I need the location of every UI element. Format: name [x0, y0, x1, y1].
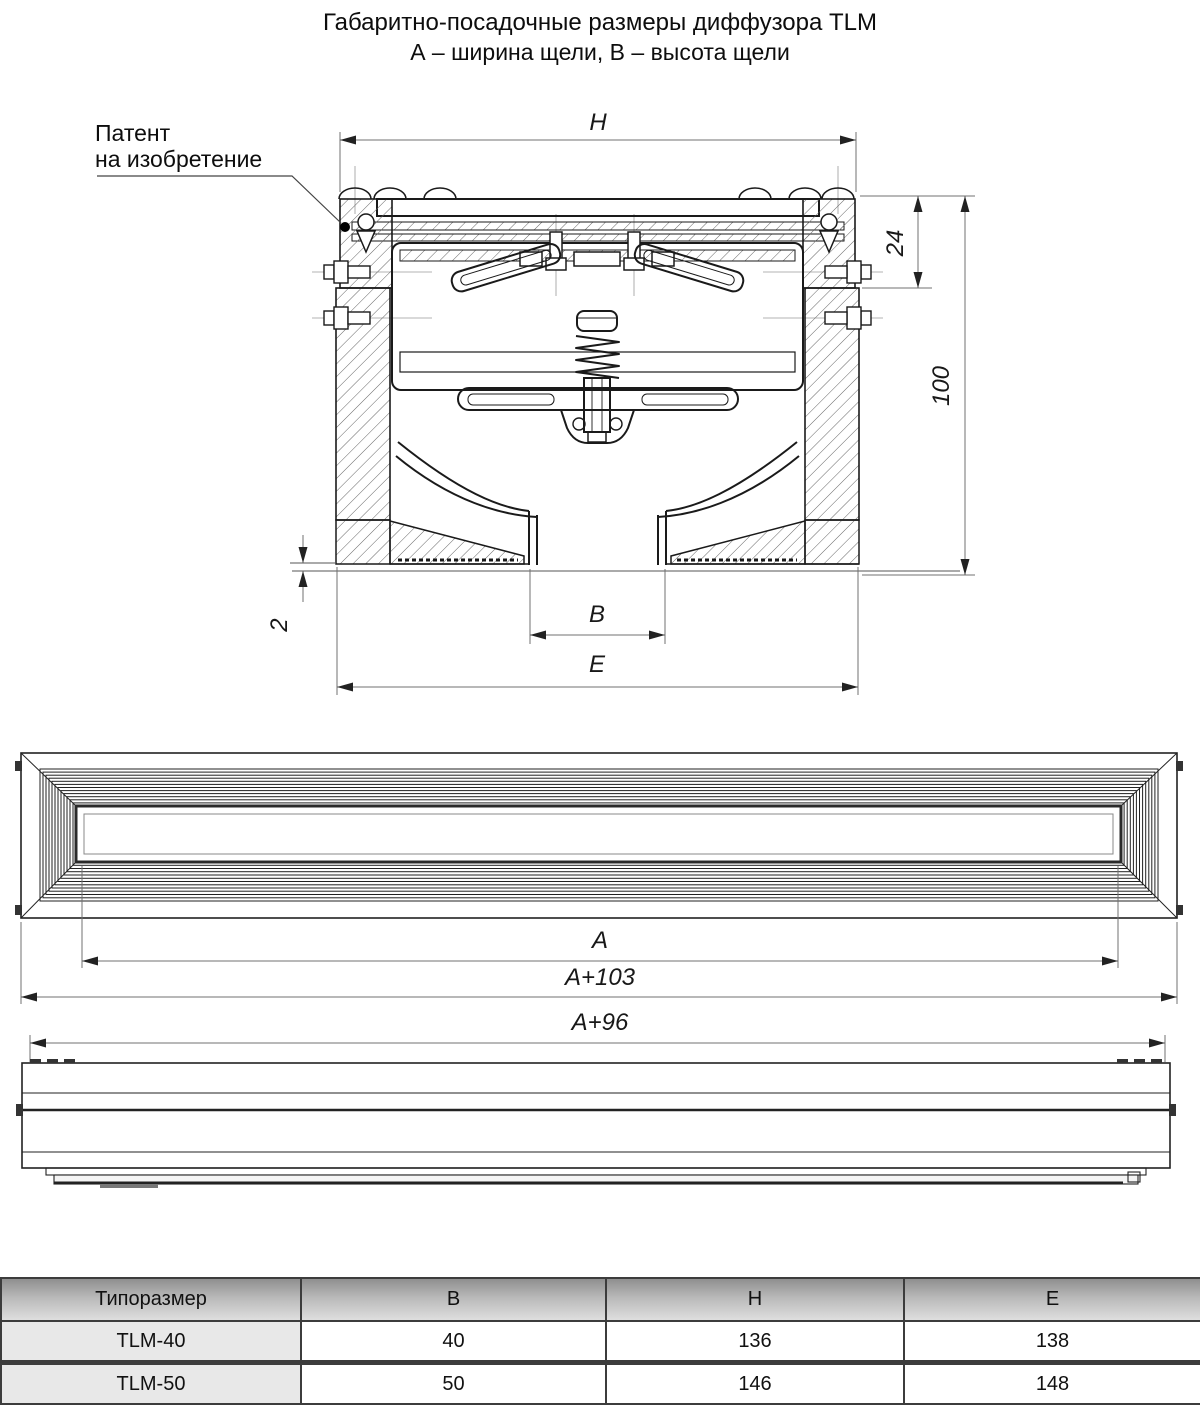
- front-ribbed-bevel: [40, 769, 1158, 901]
- top-cover-plate: [377, 199, 819, 216]
- dim-A-plus-96: A+96: [571, 1009, 629, 1036]
- dim-100: 100: [928, 365, 955, 407]
- front-slot-inner-line: [84, 814, 1113, 854]
- gasket-strip-2: [352, 234, 844, 241]
- cell-tlm50-name: TLM-50: [1, 1363, 301, 1405]
- size-table-header-h: H: [606, 1278, 904, 1321]
- dim-E: E: [588, 651, 606, 678]
- table-row-tlm40: [1, 1321, 1200, 1363]
- patent-leader-line: [97, 176, 341, 223]
- side-bolts: [324, 261, 871, 329]
- patent-marker-dot: [340, 222, 350, 232]
- front-view: [15, 753, 1183, 918]
- side-bottom-strips: [46, 1168, 1146, 1188]
- size-table-header-e: E: [904, 1278, 1200, 1321]
- table-row-tlm50: [1, 1363, 1200, 1405]
- size-table-header-b: B: [301, 1278, 606, 1321]
- dim-H: H: [589, 109, 607, 136]
- dim-24: 24: [882, 229, 909, 257]
- title-line-2: А – ширина щели, В – высота щели: [410, 39, 790, 65]
- side-view-dimension: [30, 1035, 1165, 1062]
- dim-B: B: [588, 601, 606, 628]
- adjusting-screw: [576, 311, 619, 442]
- cell-tlm40-name: TLM-40: [1, 1321, 301, 1363]
- patent-note-line-2: на изобретение: [95, 146, 263, 172]
- size-table-header-row: [1, 1278, 1200, 1321]
- dim-A-plus-103: A+103: [564, 964, 636, 991]
- gasket-strip-1: [352, 222, 844, 230]
- title-line-1: Габаритно-посадочные размеры диффузора TLM: [322, 9, 878, 36]
- patent-note-line-1: Патент: [95, 120, 171, 146]
- dim-A: A: [591, 927, 609, 954]
- cell-tlm50-b: 50: [301, 1363, 606, 1405]
- cell-tlm40-h: 136: [606, 1321, 904, 1363]
- screw-head-domes: [339, 188, 854, 199]
- cell-tlm40-b: 40: [301, 1321, 606, 1363]
- side-view: [16, 1059, 1176, 1188]
- dim-2: 2: [266, 618, 293, 632]
- slider-bar: [458, 388, 738, 443]
- cell-tlm50-e: 148: [904, 1363, 1200, 1405]
- ceiling-flanges: [336, 520, 859, 564]
- patent-note: [95, 120, 341, 223]
- size-table: [0, 1277, 1200, 1405]
- size-table-header-type: Типоразмер: [1, 1278, 301, 1321]
- cell-tlm40-e: 138: [904, 1321, 1200, 1363]
- cross-section-view: [290, 166, 960, 571]
- cell-tlm50-h: 146: [606, 1363, 904, 1405]
